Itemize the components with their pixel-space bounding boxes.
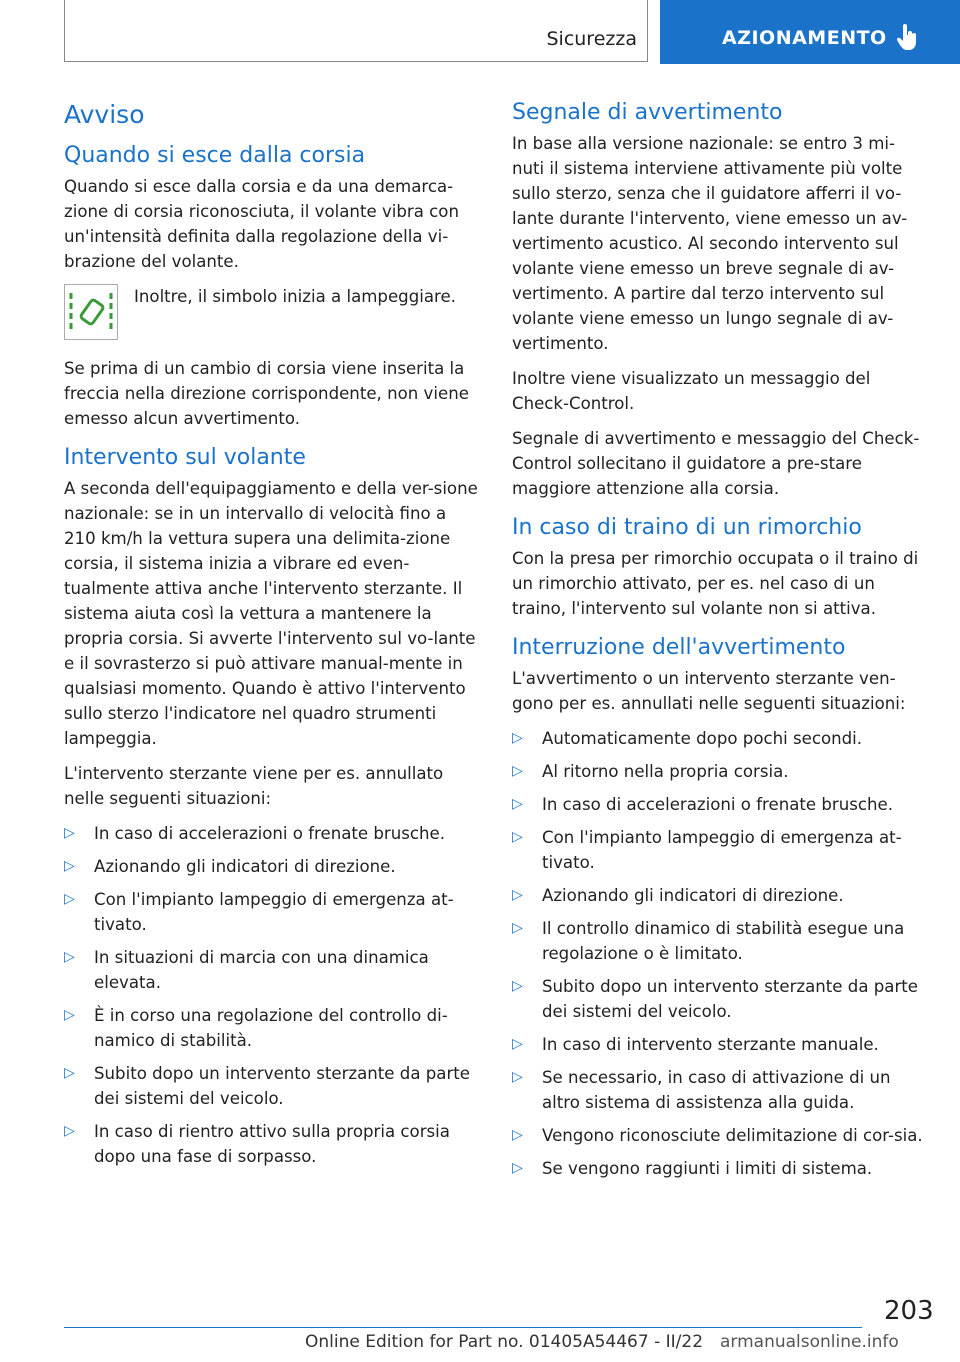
cancel-intro-paragraph: L'intervento sterzante viene per es. annullato nelle seguenti situazioni: (64, 764, 444, 808)
right-column (512, 96, 926, 1189)
triangle-bullet-icon: ▷ (512, 1160, 523, 1176)
lane-departure-icon (64, 284, 118, 340)
triangle-bullet-icon: ▷ (512, 829, 523, 845)
header-section-box (64, 0, 648, 62)
right-bullet-list (512, 726, 926, 1181)
steering-intervention-heading: Intervento sul volante (64, 445, 306, 470)
triangle-bullet-icon: ▷ (64, 1065, 75, 1081)
warning-signal-heading: Segnale di avvertimento (512, 100, 783, 125)
list-item: ▷ Al ritorno nella propria corsia. (512, 759, 926, 784)
list-item: ▷ Il controllo dinamico di stabilità esegue una regolazione o è limitato. (512, 916, 926, 966)
triangle-bullet-icon: ▷ (512, 978, 523, 994)
triangle-bullet-icon: ▷ (64, 1123, 75, 1139)
interruption-heading: Interruzione dell'avvertimento (512, 635, 846, 660)
lane-exit-paragraph: Quando si esce dalla corsia e da una demarca-zione di corsia riconosciuta, il volante vibra con un'intensità definita dalla regolazione della vi-brazione del volante. (64, 177, 459, 271)
triangle-bullet-icon: ▷ (64, 949, 75, 965)
left-bullet-list (64, 821, 478, 1169)
triangle-bullet-icon: ▷ (512, 1069, 523, 1085)
interruption-paragraph: L'avvertimento o un intervento sterzante ven-gono per es. annullati nelle seguenti situazioni: (512, 669, 906, 713)
list-item: ▷ Se vengono raggiunti i limiti di sistema. (512, 1156, 926, 1181)
triangle-bullet-icon: ▷ (512, 1127, 523, 1143)
chapter-tab[interactable] (660, 0, 960, 64)
list-item: ▷ Con l'impianto lampeggio di emergenza at-tivato. (64, 887, 478, 937)
triangle-bullet-icon: ▷ (512, 796, 523, 812)
triangle-bullet-icon: ▷ (64, 825, 75, 841)
hand-pointer-icon (896, 24, 918, 52)
triangle-bullet-icon: ▷ (64, 891, 75, 907)
triangle-bullet-icon: ▷ (512, 763, 523, 779)
page-number: 203 (884, 1296, 934, 1326)
list-item: ▷ Vengono riconosciute delimitazione di cor-sia. (512, 1123, 926, 1148)
symbol-row (64, 284, 478, 340)
list-item: ▷ Subito dopo un intervento sterzante da parte dei sistemi del veicolo. (512, 974, 926, 1024)
symbol-text: Inoltre, il simbolo inizia a lampeggiare. (134, 287, 456, 306)
triangle-bullet-icon: ▷ (512, 730, 523, 746)
list-item: ▷ È in corso una regolazione del controllo di-namico di stabilità. (64, 1003, 478, 1053)
triangle-bullet-icon: ▷ (512, 920, 523, 936)
list-item: ▷ In situazioni di marcia con una dinamica elevata. (64, 945, 478, 995)
list-item: ▷ Automaticamente dopo pochi secondi. (512, 726, 926, 751)
watermark: armanualsonline.info (720, 1332, 899, 1352)
list-item: ▷ In caso di accelerazioni o frenate brusche. (512, 792, 926, 817)
triangle-bullet-icon: ▷ (64, 1007, 75, 1023)
list-item: ▷ Con l'impianto lampeggio di emergenza at-tivato. (512, 825, 926, 875)
triangle-bullet-icon: ▷ (512, 887, 523, 903)
turn-signal-paragraph: Se prima di un cambio di corsia viene inserita la freccia nella direzione corrispondente, non viene emesso alcun avvertimento. (64, 359, 469, 428)
triangle-bullet-icon: ▷ (512, 1036, 523, 1052)
trailer-paragraph: Con la presa per rimorchio occupata o il traino di un rimorchio attivato, per es. nel caso di un traino, l'intervento sul volante non si attiva. (512, 549, 919, 618)
check-control-paragraph: Inoltre viene visualizzato un messaggio del Check-Control. (512, 369, 871, 413)
edition-text: Online Edition for Part no. 01405A54467 - II/22 (305, 1332, 704, 1352)
list-item: ▷ In caso di rientro attivo sulla propria corsia dopo una fase di sorpasso. (64, 1119, 478, 1169)
footer-divider (64, 1327, 862, 1328)
left-column (64, 96, 478, 1177)
attention-paragraph: Segnale di avvertimento e messaggio del Check-Control sollecitano il guidatore a pre-stare maggiore attenzione alla corsia. (512, 429, 920, 498)
avviso-heading: Avviso (64, 100, 145, 129)
triangle-bullet-icon: ▷ (64, 858, 75, 874)
trailer-heading: In caso di traino di un rimorchio (512, 515, 862, 540)
list-item: ▷ In caso di intervento sterzante manuale. (512, 1032, 926, 1057)
list-item: ▷ Azionando gli indicatori di direzione. (64, 854, 478, 879)
chapter-title: AZIONAMENTO (722, 27, 887, 49)
section-title: Sicurezza (546, 28, 637, 50)
list-item: ▷ Se necessario, in caso di attivazione di un altro sistema di assistenza alla guida. (512, 1065, 926, 1115)
steering-intervention-paragraph: A seconda dell'equipaggiamento e della ver-sione nazionale: se in un intervallo di velocità fino a 210 km/h la vettura supera una delimita-zione corsia, il sistema inizia a vibrare ed even-tualmente attiva anche l'intervento sterzante. Il sistema aiuta così la vettura a mantenere la propria corsia. Si avverte l'intervento sul vo-lante e il sovrasterzo si può attivare manual-mente in qualsiasi momento. Quando è attivo l'intervento sullo sterzo l'indicatore nel quadro strumenti lampeggia. (64, 479, 478, 748)
list-item: ▷ Subito dopo un intervento sterzante da parte dei sistemi del veicolo. (64, 1061, 478, 1111)
lane-exit-heading: Quando si esce dalla corsia (64, 143, 366, 168)
warning-signal-paragraph: In base alla versione nazionale: se entro 3 mi-nuti il sistema interviene attivamente più volte sullo sterzo, senza che il guidatore afferri il vo-lante durante l'intervento, viene emesso un av-vertimento acustico. Al secondo intervento sul volante viene emesso un breve segnale di av-vertimento. A partire dal terzo intervento sul volante viene emesso un lungo segnale di av-vertimento. (512, 134, 908, 353)
list-item: ▷ In caso di accelerazioni o frenate brusche. (64, 821, 478, 846)
list-item: ▷ Azionando gli indicatori di direzione. (512, 883, 926, 908)
